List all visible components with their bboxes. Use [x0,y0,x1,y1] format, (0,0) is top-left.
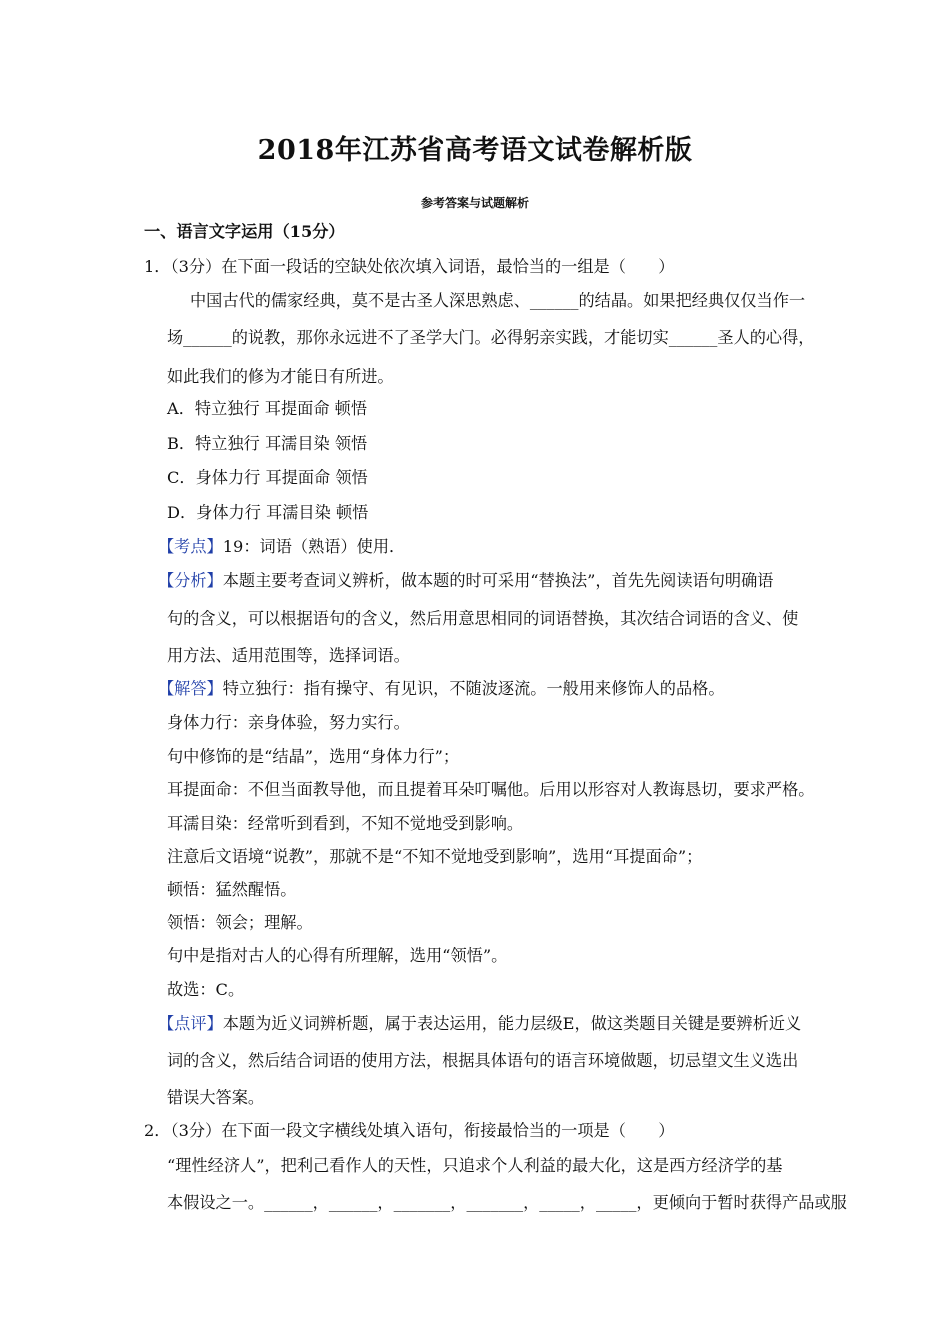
jieda-text: 特立独行：指有操守、有见识，不随波逐流。一般用来修饰人的品格。 [222,679,725,698]
question-2-passage-line: 本假设之一。______，______，_______，_______，_____，_____，更倾向于暂时获得产品或服 [167,1193,847,1212]
question-1-option-d: D．身体力行 耳濡目染 顿悟 [167,503,369,522]
question-1-passage-line: 场______的说教，那你永远进不了圣学大门。必得躬亲实践，才能切实______圣人的心得， [167,328,815,347]
jieda-line: 身体力行：亲身体验，努力实行。 [167,713,410,732]
page-subtitle: 参考答案与试题解析 [420,196,529,210]
jieda-line: 句中是指对古人的心得有所理解，选用“领悟”。 [167,946,508,965]
fenxi-block [158,570,774,592]
dianping-text: 本题为近义词辨析题，属于表达运用，能力层级E，做这类题目关键是要辨析近义 [222,1014,802,1033]
fenxi-line: 句的含义，可以根据语句的含义，然后用意思相同的词语替换，其次结合词语的含义、使 [167,609,799,628]
kaodian-tag: 【考点】 [158,537,223,556]
question-1-option-c: C．身体力行 耳提面命 领悟 [167,468,368,487]
kaodian-text: 19：词语（熟语）使用． [222,537,406,556]
dianping-line: 词的含义，然后结合词语的使用方法，根据具体语句的语言环境做题，切忌望文生义选出 [167,1051,799,1070]
dianping-line: 错误大答案。 [167,1088,265,1107]
fenxi-text: 本题主要考查词义辨析，做本题的时可采用“替换法”，首先先阅读语句明确语 [222,571,774,590]
jieda-line: 注意后文语境“说教”，那就不是“不知不觉地受到影响”，选用“耳提面命”； [167,847,703,866]
page-title: 2018年江苏省高考语文试卷解析版 [257,135,693,166]
question-1-option-a: A．特立独行 耳提面命 顿悟 [167,399,368,418]
section-heading: 一、语言文字运用（15分） [144,222,345,241]
jieda-line: 句中修饰的是“结晶”，选用“身体力行”； [167,747,460,766]
question-1-passage-line: 如此我们的修为才能日有所进。 [167,367,394,386]
question-1-option-b: B．特立独行 耳濡目染 领悟 [167,434,368,453]
question-1-passage-line: 中国古代的儒家经典，莫不是古圣人深思熟虑、______的结晶。如果把经典仅仅当作一 [190,291,806,310]
dianping-tag: 【点评】 [158,1014,223,1033]
question-2-stem: 2．（3分）在下面一段文字横线处填入语句，衔接最恰当的一项是（ ） [144,1121,675,1140]
kaodian-block [158,536,405,558]
jieda-line: 耳提面命：不但当面教导他，而且提着耳朵叮嘱他。后用以形容对人教诲恳切，要求严格。 [167,780,815,799]
jieda-line: 耳濡目染：经常听到看到，不知不觉地受到影响。 [167,814,524,833]
question-2-passage-line: “理性经济人”，把利己看作人的天性，只追求个人利益的最大化，这是西方经济学的基 [167,1156,783,1175]
fenxi-tag: 【分析】 [158,571,223,590]
jieda-line: 故选：C。 [167,980,245,999]
jieda-line: 领悟：领会；理解。 [167,913,313,932]
jieda-line: 顿悟：猛然醒悟。 [167,880,297,899]
question-1-stem: 1．（3分）在下面一段话的空缺处依次填入词语，最恰当的一组是（ ） [144,257,675,276]
jieda-tag: 【解答】 [158,679,223,698]
dianping-block [158,1013,801,1035]
jieda-block [158,678,725,700]
fenxi-line: 用方法、适用范围等，选择词语。 [167,646,410,665]
